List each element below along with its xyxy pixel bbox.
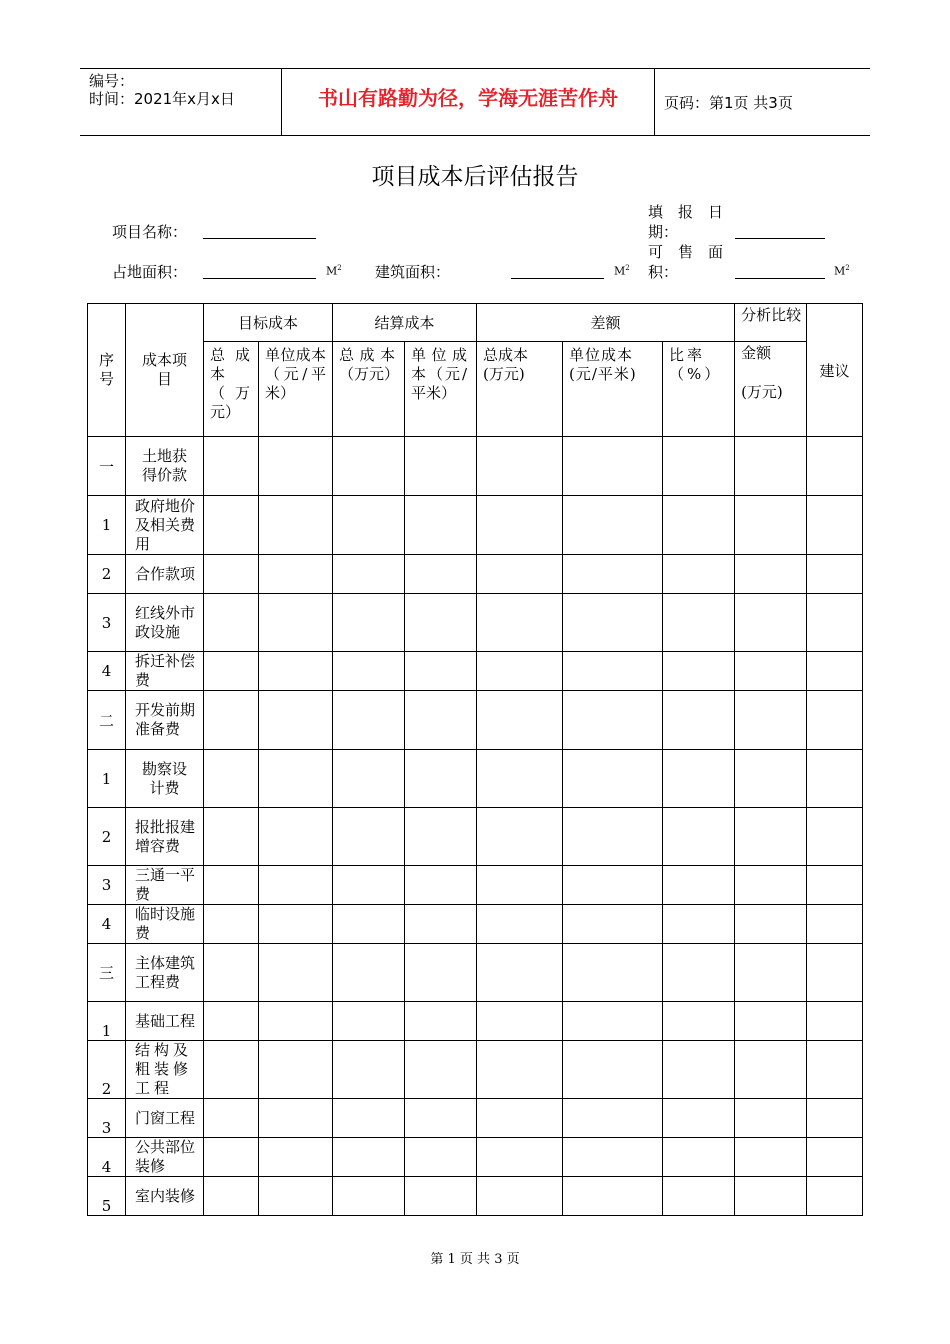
row-item: 土地获得价款 — [126, 437, 204, 496]
fill-date-label-line1: 填 报 日 — [648, 203, 724, 221]
fill-date-line[interactable] — [735, 238, 825, 239]
table-row — [88, 905, 863, 944]
header-amount-text: 金额 — [741, 344, 772, 362]
project-name-line[interactable] — [203, 238, 316, 239]
row-seq: 2 — [88, 1041, 126, 1099]
unit-sup: 2 — [845, 264, 850, 272]
header-ratio — [663, 342, 735, 437]
header-diff-unit-text: 单位成本(元/平米) — [569, 346, 637, 383]
row-seq: 二 — [88, 691, 126, 750]
header-settle-unit-text: 单位成本（元/平米） — [411, 346, 468, 402]
table-row — [88, 944, 863, 1002]
header-page-info: 页码：第1页 共3页 — [664, 94, 793, 112]
table-row — [88, 1041, 863, 1099]
land-area-label: 占地面积： — [112, 263, 188, 281]
header-target-cost: 目标成本 — [204, 304, 333, 342]
header-analysis-text: 分析比较 — [741, 306, 802, 324]
header-target-total — [204, 342, 259, 437]
table-row — [88, 496, 863, 555]
row-item: 开发前期准备费 — [126, 691, 204, 750]
row-item: 基础工程 — [126, 1002, 204, 1041]
unit-m: M — [326, 264, 338, 278]
header-bottom-rule — [80, 135, 870, 136]
row-seq: 3 — [88, 1099, 126, 1138]
cost-evaluation-table — [87, 303, 863, 1216]
header-target-total-text: 总成本（万元） — [210, 346, 250, 421]
table-row — [88, 808, 863, 866]
header-diff-total-text: 总成本(万元) — [483, 346, 529, 383]
header-seq — [88, 304, 126, 437]
header-settlement-cost: 结算成本 — [333, 304, 477, 342]
header-difference: 差额 — [477, 304, 735, 342]
table-row — [88, 750, 863, 808]
row-seq: 2 — [88, 555, 126, 594]
land-area-unit — [326, 264, 342, 278]
header-cost-item-text: 成本项目 — [141, 351, 187, 388]
row-seq: 一 — [88, 437, 126, 496]
row-seq: 1 — [88, 496, 126, 555]
row-seq: 2 — [88, 808, 126, 866]
row-seq: 4 — [88, 905, 126, 944]
header-top-rule — [80, 68, 870, 69]
unit-m: M — [834, 264, 846, 278]
fill-date-label-line2: 期： — [648, 223, 679, 241]
table-row — [88, 555, 863, 594]
header-target-unit-text: 单位成本（元/平米） — [265, 346, 327, 402]
unit-sup: 2 — [337, 264, 342, 272]
row-item: 临时设施费 — [126, 905, 204, 944]
building-area-line[interactable] — [511, 278, 604, 279]
header-diff-unit — [563, 342, 663, 437]
header-seq-text: 序号 — [98, 351, 114, 388]
row-item: 三通一平费 — [126, 866, 204, 905]
row-item: 报批报建增容费 — [126, 808, 204, 866]
row-seq: 三 — [88, 944, 126, 1002]
header-time-label: 时间：2021年x月x日 — [89, 90, 235, 108]
row-seq: 4 — [88, 1138, 126, 1177]
page-title: 项目成本后评估报告 — [371, 164, 579, 190]
table-row — [88, 866, 863, 905]
table-row — [88, 594, 863, 652]
table-row — [88, 691, 863, 750]
sellable-area-label-line1: 可 售 面 — [648, 243, 724, 261]
header-diff-total — [477, 342, 563, 437]
sellable-area-unit — [834, 264, 850, 278]
header-settle-total-text: 总成本（万元） — [339, 346, 400, 383]
header-amount — [735, 342, 807, 437]
row-seq: 4 — [88, 652, 126, 691]
header-ratio-text: 比率（%） — [669, 346, 723, 383]
row-item: 红线外市政设施 — [126, 594, 204, 652]
table-row — [88, 1177, 863, 1216]
row-seq: 1 — [88, 1002, 126, 1041]
row-item: 拆迁补偿费 — [126, 652, 204, 691]
sellable-area-label-line2: 积： — [648, 263, 679, 281]
header-target-unit — [259, 342, 333, 437]
header-divider-right — [654, 68, 655, 136]
header-motto: 书山有路勤为径，学海无涯苦作舟 — [318, 86, 618, 110]
row-item: 勘察设计费 — [126, 750, 204, 808]
row-item: 合作款项 — [126, 555, 204, 594]
row-item: 主体建筑工程费 — [126, 944, 204, 1002]
project-name-label: 项目名称： — [112, 223, 188, 241]
building-area-unit — [614, 264, 630, 278]
land-area-line[interactable] — [203, 278, 316, 279]
header-number-label: 编号： — [89, 72, 135, 90]
table-row — [88, 652, 863, 691]
unit-m: M — [614, 264, 626, 278]
table-row — [88, 1138, 863, 1177]
header-suggestion: 建议 — [807, 304, 863, 437]
row-seq: 3 — [88, 866, 126, 905]
row-item: 室内装修 — [126, 1177, 204, 1216]
row-item: 结构及粗装修工程 — [126, 1041, 204, 1099]
header-settle-unit — [405, 342, 477, 437]
header-amount-unit: (万元) — [741, 383, 783, 401]
row-seq: 3 — [88, 594, 126, 652]
page-footer: 第 1 页 共 3 页 — [430, 1252, 520, 1267]
sellable-area-line[interactable] — [735, 278, 825, 279]
row-item: 门窗工程 — [126, 1099, 204, 1138]
row-seq: 1 — [88, 750, 126, 808]
table-row — [88, 437, 863, 496]
header-divider-left — [281, 68, 282, 136]
table-row — [88, 1002, 863, 1041]
header-cost-item — [126, 304, 204, 437]
unit-sup: 2 — [625, 264, 630, 272]
row-seq: 5 — [88, 1177, 126, 1216]
building-area-label: 建筑面积： — [375, 263, 451, 281]
header-analysis — [735, 304, 807, 342]
row-item: 政府地价及相关费用 — [126, 496, 204, 555]
header-settle-total — [333, 342, 405, 437]
table-row — [88, 1099, 863, 1138]
row-item: 公共部位装修 — [126, 1138, 204, 1177]
